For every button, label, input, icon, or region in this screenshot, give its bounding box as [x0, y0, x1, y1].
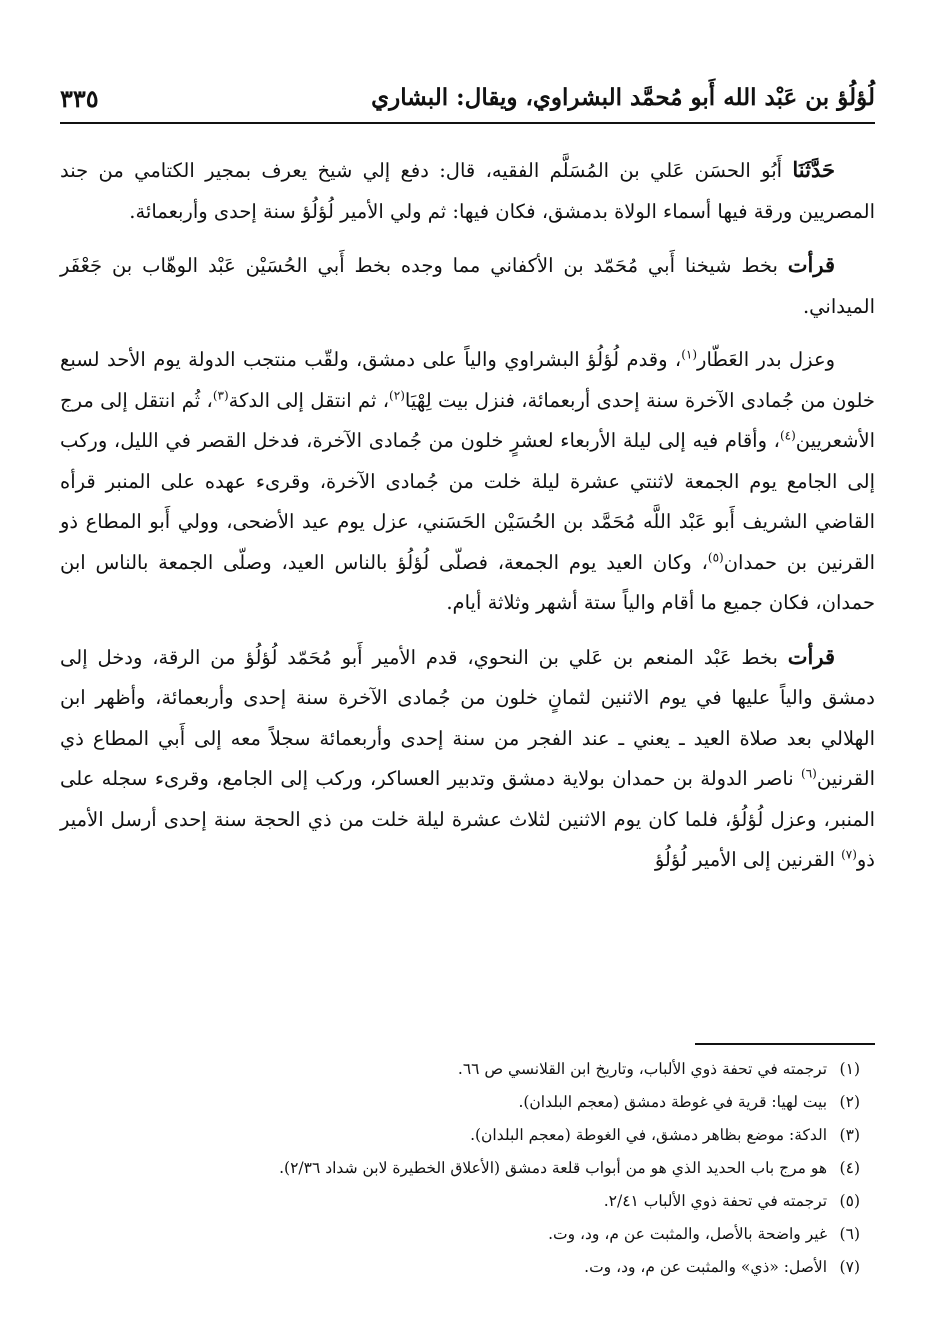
paragraph-lead-word: قرأت: [787, 252, 835, 277]
paragraph-4: [60, 637, 875, 881]
footnote-number: (٦): [839, 1225, 860, 1243]
running-title: لُؤلُؤ بن عَبْد الله أَبو مُحمَّد البشراوي، ويقال: البشاري: [371, 84, 875, 111]
paragraph-lead-word: حَدَّثَنَا: [792, 157, 835, 182]
header-rule: [60, 122, 875, 124]
footnote-item: [60, 1218, 860, 1251]
paragraph-1: [60, 150, 875, 232]
main-text: [60, 150, 875, 894]
paragraph-text-segment: ناصر الدولة بن حمدان بولاية دمشق وتدبير العساكر، وركب إلى الجامع، وقرىء سجله على المنبر، وعزل لُؤلُؤ، فلما كان يوم الاثنين لثلاث عشرة ليلة خلت من ذي الحجة سنة إحدى أرسل الأمير ذو: [60, 767, 875, 871]
footnote-item: [60, 1086, 860, 1119]
footnote-reference[interactable]: (٧): [841, 847, 857, 862]
paragraph-2: [60, 245, 875, 327]
footnote-reference[interactable]: (٢): [389, 388, 405, 402]
paragraph-3: [60, 340, 875, 624]
footnote-reference[interactable]: (٤): [779, 428, 796, 443]
footnote-separator: [695, 1043, 875, 1045]
footnote-item: [60, 1053, 860, 1086]
paragraph-text-segment: ، ثُم انتقل إلى مرج الأشعريين: [60, 388, 875, 452]
footnote-text: الأصل: «ذي» والمثبت عن م، ود، وت.: [584, 1258, 828, 1276]
footnote-text: ترجمته في تحفة ذوي الألباب، وتاريخ ابن القلانسي ص ٦٦.: [457, 1060, 828, 1078]
paragraph-text-segment: بخط عَبْد المنعم بن عَلي بن النحوي، قدم الأمير أَبو مُحَمّد لُؤلُؤ من الرقة، ودخل إلى دمشق والياً عليها في يوم الاثنين لثمانٍ خلون من جُمادى الآخرة سنة إحدى وأربعمائة، وأظهر ابن الهلالي بعد صلاة العيد ـ يعني ـ عند الفجر من سنة إحدى وأربعمائة سجلاً معه إلى أَبي المطاع ذي القرنين: [60, 645, 875, 790]
footnote-reference[interactable]: (٥): [707, 550, 724, 564]
paragraph-text-segment: ، وقدم لُؤلُؤ البشراوي والياً على دمشق، ولقّب منتجب الدولة يوم الأحد لسبع خلون من جُمادى الآخرة سنة إحدى أربعمائة، فنزل بيت لِهْيَا: [60, 348, 875, 412]
paragraph-text-segment: القرنين إلى الأمير لُؤلُؤ: [654, 848, 842, 871]
footnote-number: (١): [839, 1060, 860, 1078]
footnote-text: ترجمته في تحفة ذوي الألباب ٢/٤١.: [603, 1192, 828, 1210]
footnotes: [60, 1053, 860, 1284]
footnote-number: (٢): [839, 1093, 860, 1111]
footnote-number: (٧): [839, 1258, 860, 1276]
footnote-text: الدكة: موضع بظاهر دمشق، في الغوطة (معجم البلدان).: [470, 1126, 828, 1144]
footnote-reference[interactable]: (٣): [212, 388, 229, 402]
paragraph-text-segment: وعزل بدر العَطّار: [697, 348, 835, 371]
footnote-number: (٥): [839, 1192, 860, 1210]
paragraph-lead-word: قرأت: [787, 643, 835, 669]
footnote-text: هو مرج باب الحديد الذي هو من أبواب قلعة دمشق (الأعلاق الخطيرة لابن شداد ٢/٣٦).: [279, 1159, 828, 1177]
running-head: [60, 80, 875, 124]
paragraph-text-segment: ، ثم انتقل إلى الدكة: [228, 388, 390, 412]
footnote-text: بيت لهيا: قرية في غوطة دمشق (معجم البلدان).: [518, 1093, 828, 1111]
footnote-item: [60, 1251, 860, 1284]
paragraph-text-segment: ، وأقام فيه إلى ليلة الأربعاء لعشرٍ خلون من جُمادى الآخرة، فدخل القصر في الليل، وركب إلى الجامع يوم الجمعة لاثنتي عشرة ليلة خلت من جُمادى الآخرة، وقرىء عهده على المنبر قرأه القاضي الشريف أَبو عَبْد اللَّه مُحَمَّد بن الحُسَيْن الحَسَني، عزل يوم عيد الأضحى، وولي أَبو المطاع ذو القرنين بن حمدان: [60, 429, 875, 574]
paragraph-text: بخط شيخنا أَبي مُحَمّد بن الأكفاني مما وجده بخط أَبي الحُسَيْن عَبْد الوهّاب بن جَعْفَر الميداني.: [60, 254, 875, 318]
footnote-text: غير واضحة بالأصل، والمثبت عن م، ود، وت.: [548, 1225, 828, 1243]
paragraph-text-segment: ، وكان العيد يوم الجمعة، فصلّى لُؤلُؤ بالناس العيد، وصلّى الجمعة بالناس ابن حمدان، فكان جميع ما أقام والياً ستة أشهر وثلاثة أيام.: [60, 550, 875, 614]
footnote-item: [60, 1152, 860, 1185]
footnote-item: [60, 1185, 860, 1218]
paragraph-text: أَبُو الحسَن عَلي بن المُسَلَّم الفقيه، قال: دفع إلي شيخ يعرف بمجير الكتامي من جند المصريين ورقة فيها أسماء الولاة بدمشق، فكان فيها: ثم ولي الأمير لُؤلُؤ سنة إحدى وأربعمائة.: [60, 159, 875, 223]
footnote-item: [60, 1119, 860, 1152]
footnote-number: (٣): [839, 1126, 860, 1144]
page-number: ٣٣٥: [60, 84, 99, 113]
footnote-reference[interactable]: (٦): [801, 766, 817, 781]
footnote-reference[interactable]: (١): [681, 347, 698, 362]
footnote-number: (٤): [839, 1159, 860, 1177]
